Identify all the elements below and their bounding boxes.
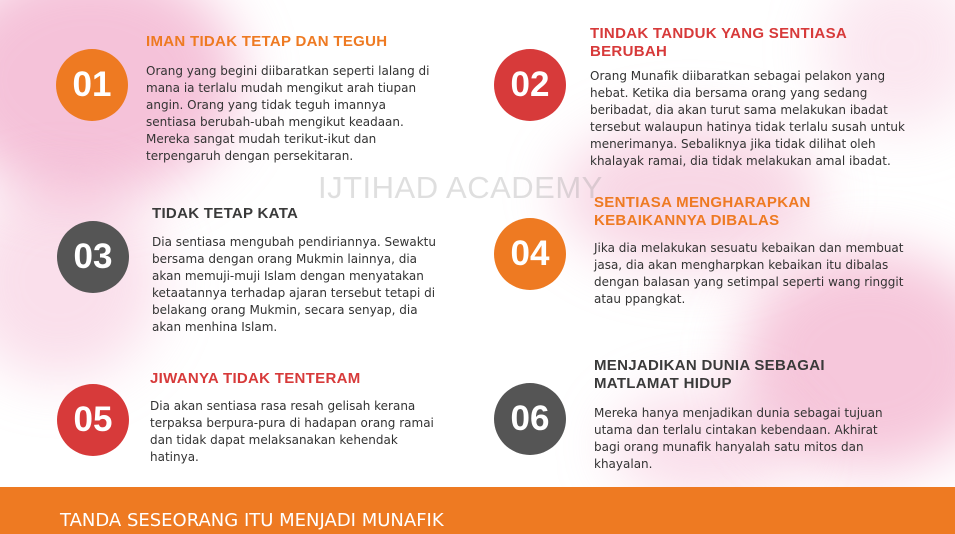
item-text-01: Orang yang begini diibaratkan seperti lalang di mana ia terlalu mudah mengikut arah tiupan angin. Orang yang tidak teguh imannya sentiasa berubah-ubah mengikut keadaan. Mereka sangat mudah terikut-ikut dan terpengaruh dengan persekitaran.	[146, 64, 430, 163]
number-badge-05: 05	[57, 384, 129, 456]
item-title-01: IMAN TIDAK TETAP DAN TEGUH	[146, 33, 388, 50]
item-title-02: TINDAK TANDUK YANG SENTIASA BERUBAH	[590, 25, 847, 60]
number-badge-04: 04	[494, 218, 566, 290]
item-text-05: Dia akan sentiasa rasa resah gelisah kerana terpaksa berpura-pura di hadapan orang ramai dan tidak dapat melaksanakan kehendak hatinya.	[150, 399, 434, 464]
number-badge-01: 01	[56, 49, 128, 121]
item-text-04: Jika dia melakukan sesuatu kebaikan dan membuat jasa, dia akan mengharpkan kebaikan itu dibalas dengan balasan yang setimpal seperti wang ringgit atau ppangkat.	[594, 241, 904, 306]
item-text-06: Mereka hanya menjadikan dunia sebagai tujuan utama dan terlalu cintakan kebendaan. Akhirat bagi orang munafik hanyalah satu mitos dan khayalan.	[594, 406, 883, 471]
item-text-03: Dia sentiasa mengubah pendiriannya. Sewaktu bersama dengan orang Mukmin lainnya, dia akan memuji-muji Islam dengan menyatakan ketaatannya terhadap ajaran tersebut tetapi di belakang orang Mukmin, secara senyap, dia akan menhina Islam.	[152, 235, 436, 334]
number-badge-06: 06	[494, 383, 566, 455]
item-title-06: MENJADIKAN DUNIA SEBAGAI MATLAMAT HIDUP	[594, 357, 825, 392]
footer-title: TANDA SESEORANG ITU MENJADI MUNAFIK	[60, 510, 444, 531]
item-title-04: SENTIASA MENGHARAPKAN KEBAIKANNYA DIBALAS	[594, 194, 811, 229]
watermark: IJTIHAD ACADEMY	[318, 170, 603, 205]
item-title-03: TIDAK TETAP KATA	[152, 205, 299, 222]
number-badge-03: 03	[57, 221, 129, 293]
number-badge-02: 02	[494, 49, 566, 121]
item-title-05: JIWANYA TIDAK TENTERAM	[150, 370, 361, 387]
item-text-02: Orang Munafik diibaratkan sebagai pelakon yang hebat. Ketika dia bersama orang yang sedang beribadat, dia akan turut sama melakukan ibadat tersebut walaupun hatinya tidak terlalu susah untuk menerimanya. Sebaliknya jika tidak dilihat oleh khalayak ramai, dia tidak melakukan amal ibadat.	[590, 69, 905, 168]
